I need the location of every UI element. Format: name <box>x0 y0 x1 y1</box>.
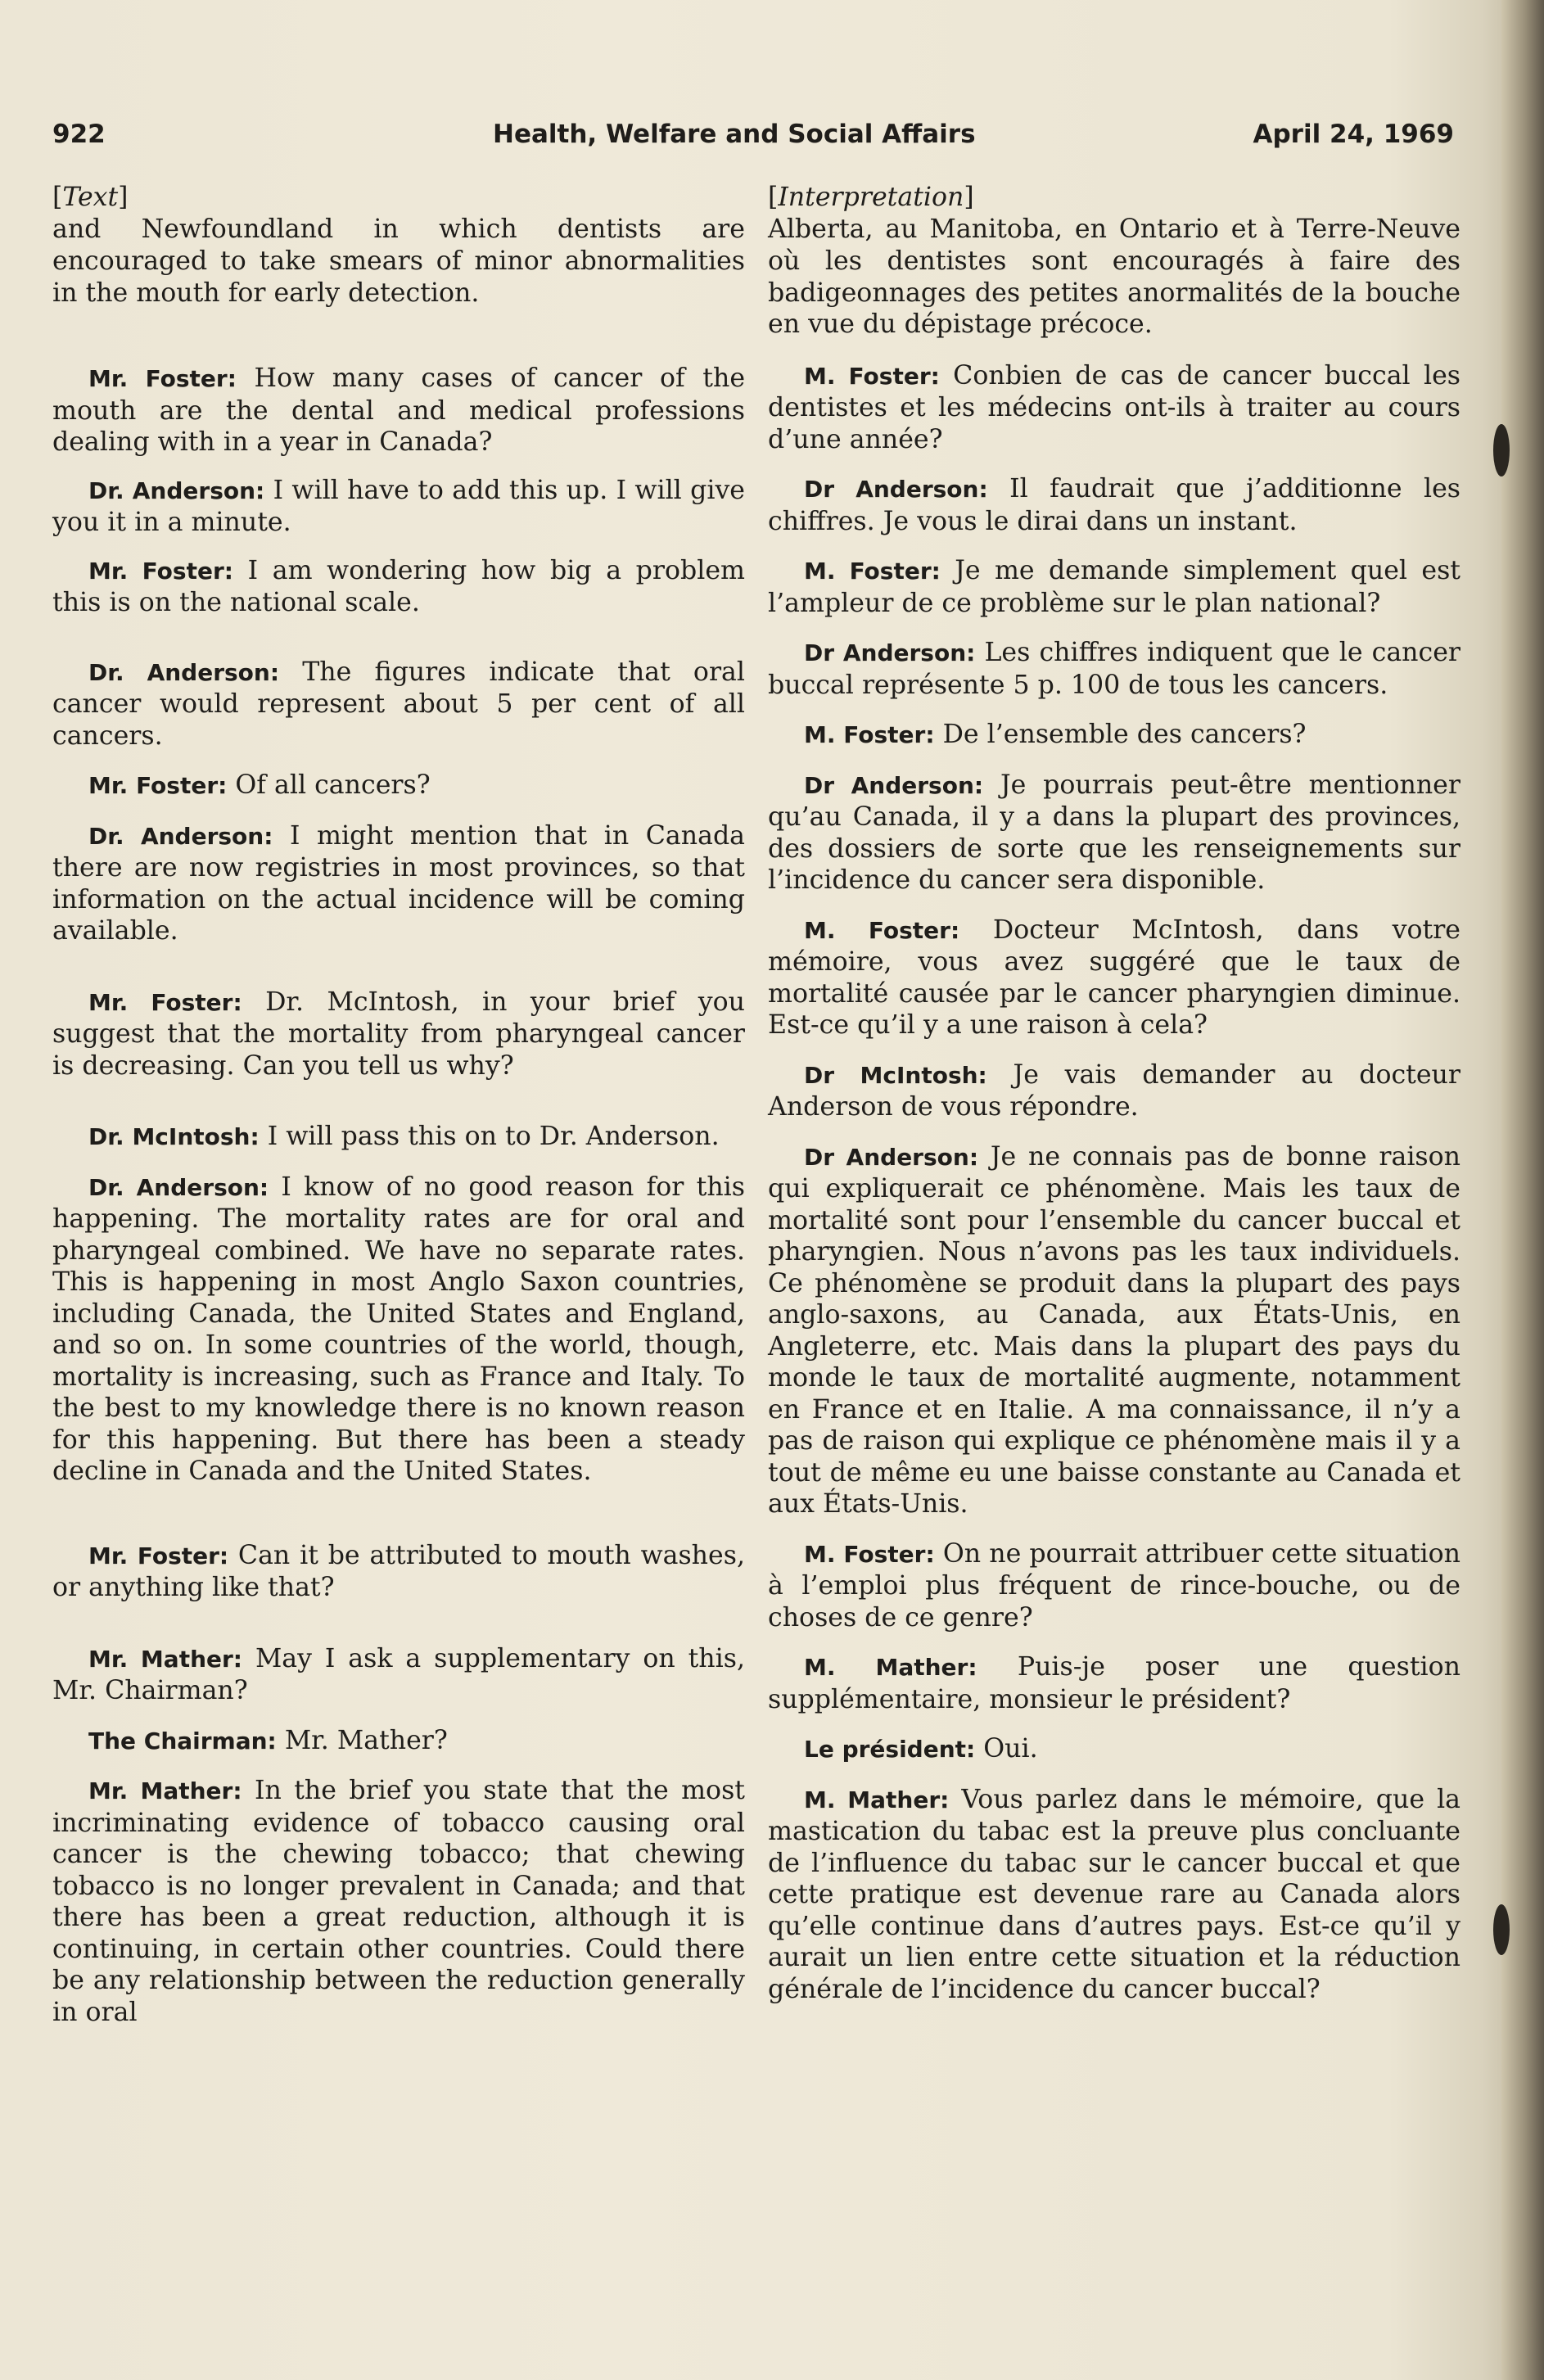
paragraph-list <box>768 214 1460 2006</box>
paragraph: Dr Anderson: Je pourrais peut-être mentionner qu’au Canada, il y a dans la plupart des provinces, des dossiers de sorte que les renseignements sur l’incidence du cancer sera disponible. <box>768 770 1460 895</box>
ink-mark-lower <box>1493 1904 1510 1955</box>
running-title: Health, Welfare and Social Affairs <box>493 120 976 149</box>
paragraph: Dr McIntosh: Je vais demander au docteur Anderson de vous répondre. <box>768 1059 1461 1122</box>
paragraph: Le président: Oui. <box>804 1734 1038 1764</box>
paragraph: M. Foster: Docteur McIntosh, dans votre mémoire, vous avez suggéré que le taux de mortalité causée par le cancer pharyngien diminue. Est-ce qu’il y a une raison à cela? <box>768 915 1460 1040</box>
paragraph: M. Foster: Je me demande simplement quel est l’ampleur de ce problème sur le plan national? <box>768 556 1461 618</box>
paragraph: Dr. Anderson: I know of no good reason for this happening. The mortality rates are for oral and pharyngeal combined. We have no separate rates. This is happening in most Anglo Saxon countries, including Canada, the United States and England, and so on. In some countries of the world, though, mortality is increasing, such as France and Italy. To the best to my knowledge there is no known reason for this happening. But there has been a steady decline in Canada and the United States. <box>52 1172 746 1486</box>
paragraph: M. Foster: De l’ensemble des cancers? <box>804 720 1307 749</box>
text-column-english <box>52 182 745 2028</box>
paragraph: Mr. Foster: Can it be attributed to mouth washes, or anything like that? <box>52 1540 745 1602</box>
paragraph: M. Mather: Vous parlez dans le mémoire, que la mastication du tabac est la preuve plus concluante de l’influence du tabac sur le cancer buccal et que cette pratique est devenue rare au Canada alors qu’elle continue dans d’autres pays. Est-ce qu’il y aurait un lien entre cette situation et la réduction générale de l’incidence du cancer buccal? <box>768 1784 1461 2004</box>
book-gutter <box>1501 0 1544 2380</box>
column-label-text: [Text] <box>52 183 129 212</box>
paragraph: Dr. Anderson: I will have to add this up. I will give you it in a minute. <box>52 475 746 537</box>
paragraph: Dr. Anderson: I might mention that in Canada there are now registries in most provinces, so that information on the actual incidence will be coming available. <box>52 820 746 946</box>
paragraph: Dr. Anderson: The figures indicate that oral cancer would represent about 5 per cent of all cancers. <box>52 657 745 751</box>
paragraph: M. Mather: Puis-je poser une question supplémentaire, monsieur le président? <box>768 1652 1460 1714</box>
paragraph: The Chairman: Mr. Mather? <box>88 1725 448 1755</box>
page-date: April 24, 1969 <box>1253 120 1454 149</box>
paragraph: Mr. Foster: I am wondering how big a problem this is on the national scale. <box>52 555 746 617</box>
column-label-interpretation: [Interpretation] <box>768 183 974 212</box>
paragraph: Dr Anderson: Je ne connais pas de bonne raison qui expliquerait ce phénomène. Mais les taux de mortalité sont pour l’ensemble du cancer buccal et pharyngien. Nous n’avons pas les taux individuels. Ce phénomène se produit dans la plupart des pays anglo-saxons, au Canada, aux États-Unis, en Angleterre, etc. Mais dans la plupart des pays du monde le taux de mortalité augmente, notamment en France et en Italie. A ma connaissance, il n’y a pas de raison qui explique ce phénomène mais il y a tout de même eu une baisse constante au Canada et aux États-Unis. <box>768 1141 1461 1519</box>
paragraph: Mr. Mather: In the brief you state that the most incriminating evidence of tobacco causing oral cancer is the chewing tobacco; that chewing tobacco is no longer prevalent in Canada; and that there has been a great reduction, although it is continuing, in certain other countries. Could there be any relationship between the reduction generally in oral <box>52 1776 745 2027</box>
page-header <box>52 120 1454 160</box>
paragraph: and Newfoundland in which dentists are encouraged to take smears of minor abnormalities in the mouth for early detection. <box>52 214 745 308</box>
paragraph: Dr Anderson: Il faudrait que j’additionne les chiffres. Je vous le dirai dans un instant. <box>768 474 1460 536</box>
text-column-french <box>768 182 1460 2005</box>
paragraph: Mr. Foster: Of all cancers? <box>88 770 431 800</box>
paragraph-list <box>52 214 745 2029</box>
paragraph: M. Foster: On ne pourrait attribuer cette situation à l’emploi plus fréquent de rince-bouche, ou de choses de ce genre? <box>768 1538 1460 1633</box>
paragraph: Dr Anderson: Les chiffres indiquent que le cancer buccal représente 5 p. 100 de tous les cancers. <box>768 638 1461 700</box>
paragraph: Mr. Foster: How many cases of cancer of the mouth are the dental and medical professions dealing with in a year in Canada? <box>52 364 746 457</box>
paragraph: M. Foster: Conbien de cas de cancer buccal les dentistes et les médecins ont-ils à traiter au cours d’une année? <box>768 360 1460 454</box>
page-number: 922 <box>52 120 106 149</box>
paragraph: Mr. Foster: Dr. McIntosh, in your brief you suggest that the mortality from pharyngeal cancer is decreasing. Can you tell us why? <box>52 987 745 1081</box>
paragraph: Mr. Mather: May I ask a supplementary on this, Mr. Chairman? <box>52 1643 746 1705</box>
paragraph: Dr. McIntosh: I will pass this on to Dr. Anderson. <box>88 1122 720 1151</box>
ink-mark-upper <box>1493 424 1510 476</box>
paragraph: Alberta, au Manitoba, en Ontario et à Terre-Neuve où les dentistes sont encouragés à faire des badigeonnages des petites anormalités de la bouche en vue du dépistage précoce. <box>768 214 1460 339</box>
